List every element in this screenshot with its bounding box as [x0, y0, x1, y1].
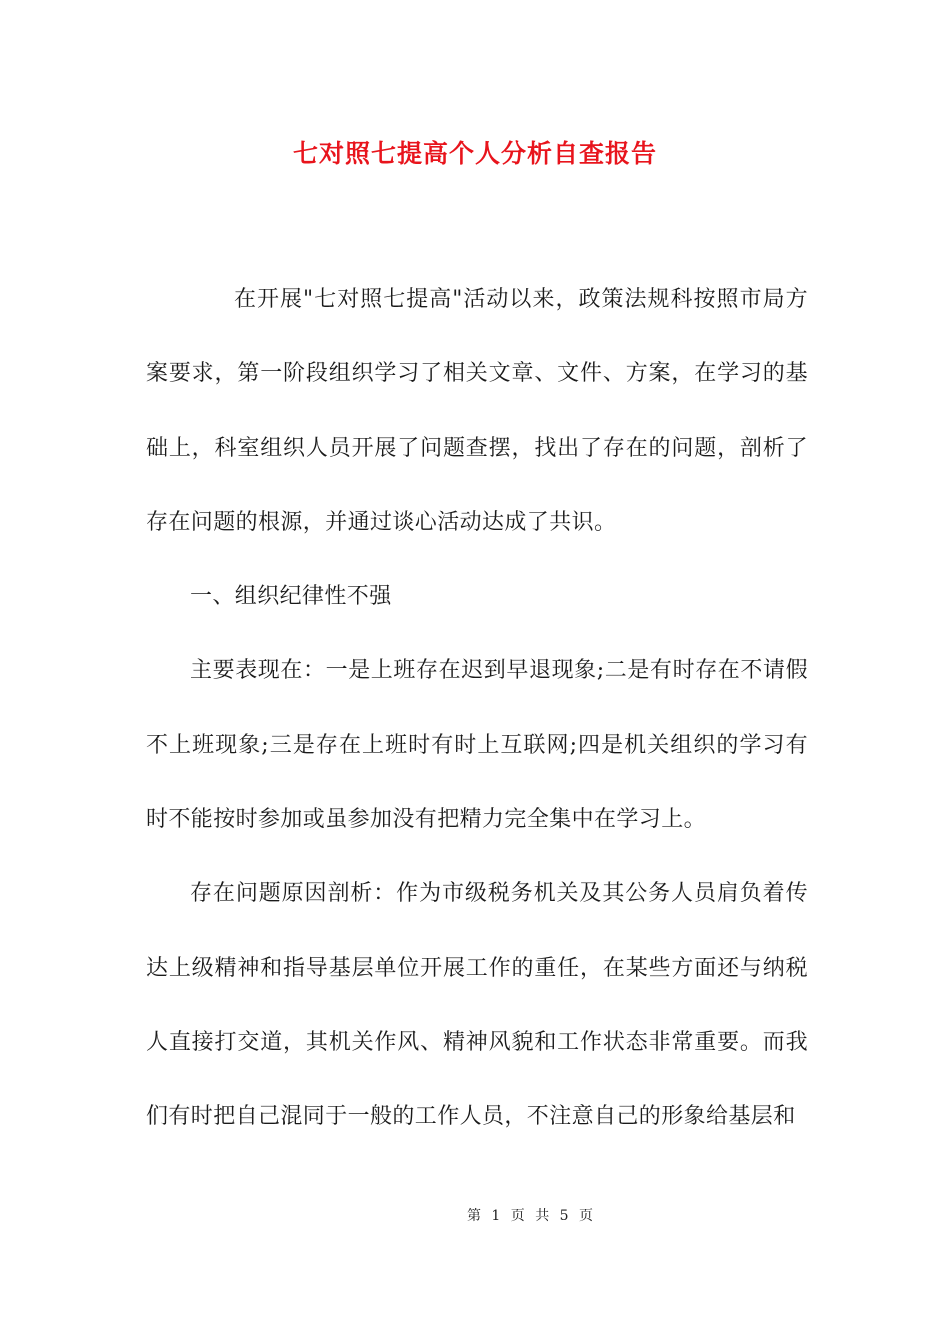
footer-current-page: 1 [491, 1208, 501, 1224]
footer-label-ye2: 页 [579, 1208, 594, 1224]
document-title: 七对照七提高个人分析自查报告 [292, 139, 657, 168]
section-heading: 一、组织纪律性不强 [190, 584, 392, 610]
paragraph-cause-analysis: 存在问题原因剖析：作为市级税务机关及其公务人员肩负着传达上级精神和指导基层单位开展工作的重任，在某些方面还与纳税人直接打交道，其机关作风、精神风貌和工作状态非常重要。而我们有时把自己混同于一般的工作人员，不注意自己的形象给基层和 [146, 881, 808, 1130]
footer-label-ye: 页 [510, 1208, 525, 1224]
footer-label-page: 第 [466, 1208, 481, 1224]
footer-label-total: 共 [535, 1208, 550, 1224]
footer-total-pages: 5 [559, 1208, 569, 1224]
paragraph-manifestation: 主要表现在：一是上班存在迟到早退现象;二是有时存在不请假不上班现象;三是存在上班时有时上互联网;四是机关组织的学习有时不能按时参加或虽参加没有把精力完全集中在学习上。 [146, 658, 808, 833]
page-footer [0, 1206, 950, 1226]
paragraph-intro: 在开展"七对照七提高"活动以来，政策法规科按照市局方案要求，第一阶段组织学习了相关文章、文件、方案，在学习的基础上，科室组织人员开展了问题查摆，找出了存在的问题，剖析了存在问题的根源，并通过谈心活动达成了共识。 [146, 287, 808, 535]
document-body [146, 263, 808, 1155]
